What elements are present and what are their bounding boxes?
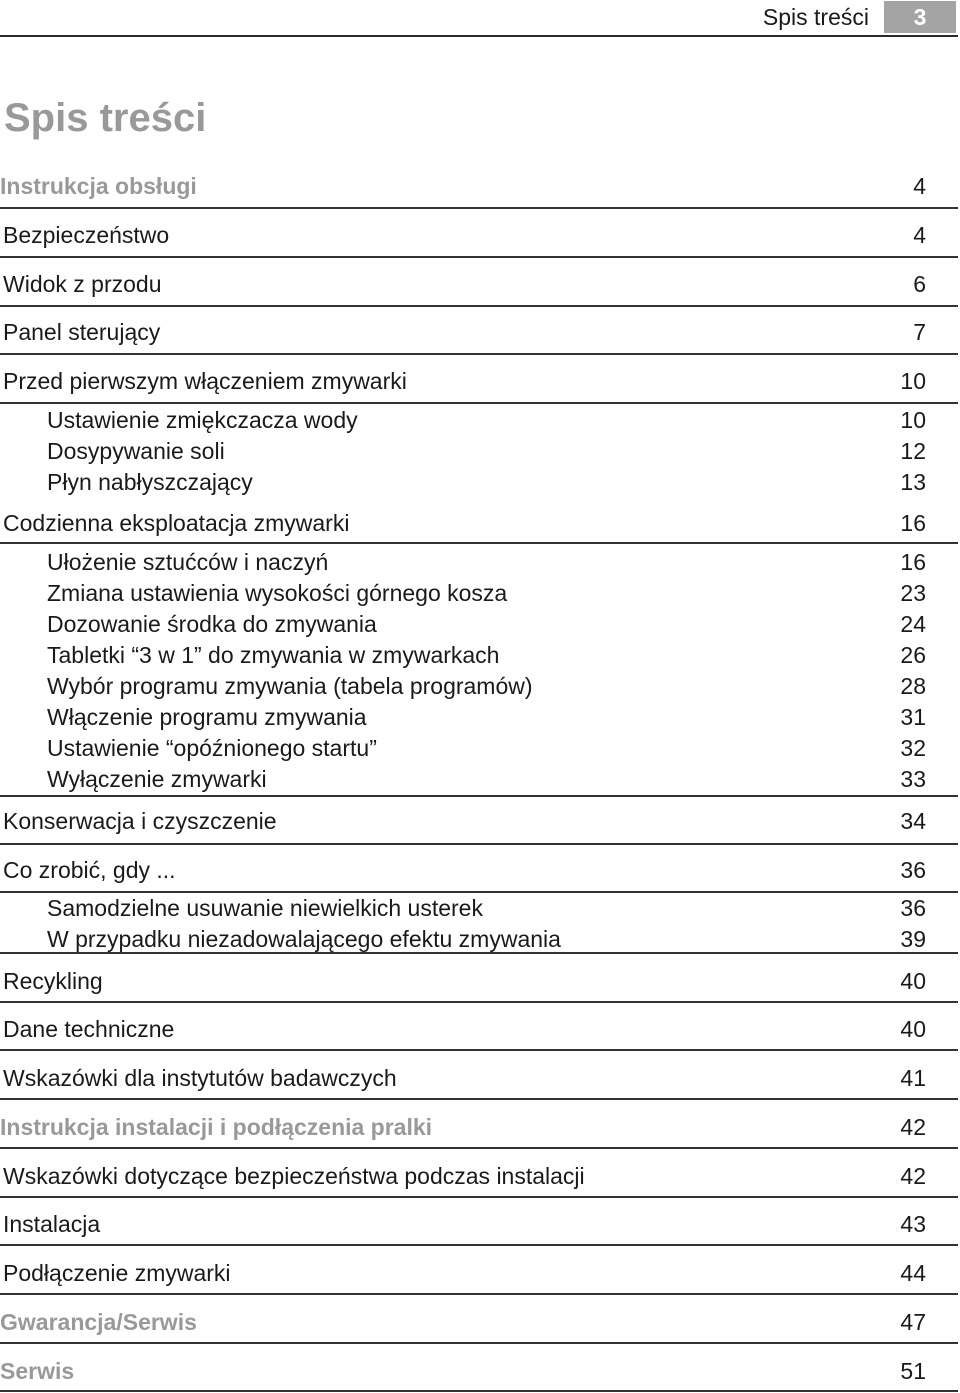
toc-entry-title: Gwarancja/Serwis bbox=[0, 1309, 197, 1335]
toc-entry bbox=[0, 508, 958, 539]
toc-entry-page: 36 bbox=[900, 895, 926, 921]
toc-entry-title: Recykling bbox=[3, 968, 103, 994]
toc-entry-page: 47 bbox=[900, 1309, 926, 1335]
toc-entry-page: 33 bbox=[900, 766, 926, 792]
toc-divider bbox=[0, 402, 958, 404]
toc-subentry bbox=[0, 764, 958, 795]
toc-entry-title: Widok z przodu bbox=[3, 271, 162, 297]
toc-entry bbox=[0, 1014, 958, 1045]
toc-subentry bbox=[0, 640, 958, 671]
toc-divider bbox=[0, 1049, 958, 1051]
toc-divider bbox=[0, 1390, 958, 1392]
toc-entry bbox=[0, 855, 958, 886]
toc-entry-title: Przed pierwszym włączeniem zmywarki bbox=[3, 368, 407, 394]
toc-entry-title: Bezpieczeństwo bbox=[3, 222, 170, 248]
toc-entry-page: 34 bbox=[900, 808, 926, 834]
toc-entry-page: 41 bbox=[900, 1065, 926, 1091]
toc-entry-page: 44 bbox=[900, 1260, 926, 1286]
toc-entry-page: 31 bbox=[900, 704, 926, 730]
toc-entry-page: 6 bbox=[913, 271, 926, 297]
toc-entry bbox=[0, 1063, 958, 1094]
toc-entry-page: 42 bbox=[900, 1114, 926, 1140]
toc-divider bbox=[0, 1001, 958, 1003]
document-title: Spis treści bbox=[4, 96, 207, 140]
toc-entry bbox=[0, 1209, 958, 1240]
toc-subentry bbox=[0, 733, 958, 764]
toc-entry bbox=[0, 317, 958, 348]
toc-entry-title: Ułożenie sztućców i naczyń bbox=[47, 549, 329, 575]
toc-section-heading bbox=[0, 1307, 958, 1338]
toc-subentry bbox=[0, 671, 958, 702]
toc-entry-page: 23 bbox=[900, 580, 926, 606]
toc-entry-title: Codzienna eksploatacja zmywarki bbox=[3, 510, 350, 536]
toc-subentry bbox=[0, 702, 958, 733]
toc-entry-title: Tabletki “3 w 1” do zmywania w zmywarkach bbox=[47, 642, 500, 668]
toc-entry-title: Panel sterujący bbox=[3, 319, 161, 345]
toc-entry-title: Wyłączenie zmywarki bbox=[47, 766, 267, 792]
toc-entry-page: 24 bbox=[900, 611, 926, 637]
toc-entry bbox=[0, 966, 958, 997]
toc-entry-title: Podłączenie zmywarki bbox=[3, 1260, 231, 1286]
toc-entry-title: Dosypywanie soli bbox=[47, 438, 225, 464]
toc-entry-page: 7 bbox=[913, 319, 926, 345]
toc-divider bbox=[0, 256, 958, 258]
toc-entry-page: 26 bbox=[900, 642, 926, 668]
toc-entry-page: 43 bbox=[900, 1211, 926, 1237]
toc-subentry bbox=[0, 893, 958, 924]
toc-entry-title: Ustawienie “opóźnionego startu” bbox=[47, 735, 377, 761]
toc-entry-title: Instrukcja obsługi bbox=[0, 173, 197, 199]
toc-subentry bbox=[0, 924, 958, 955]
page-header bbox=[0, 0, 960, 34]
toc-entry-title: Serwis bbox=[0, 1358, 75, 1384]
toc-subentry bbox=[0, 405, 958, 436]
toc-divider bbox=[0, 305, 958, 307]
toc-entry bbox=[0, 806, 958, 837]
toc-entry-title: Instrukcja instalacji i podłączenia pralki bbox=[0, 1114, 433, 1140]
header-title: Spis treści bbox=[762, 4, 869, 30]
toc-divider bbox=[0, 353, 958, 355]
toc-entry-page: 39 bbox=[900, 926, 926, 952]
toc-entry-title: Konserwacja i czyszczenie bbox=[3, 808, 277, 834]
toc-subentry bbox=[0, 436, 958, 467]
toc-entry-title: W przypadku niezadowalającego efektu zmywania bbox=[47, 926, 561, 952]
toc-entry-title: Wybór programu zmywania (tabela programów) bbox=[47, 673, 533, 699]
toc-subentry bbox=[0, 467, 958, 498]
toc-entry-page: 13 bbox=[900, 469, 926, 495]
toc-entry bbox=[0, 220, 958, 251]
toc-entry-page: 10 bbox=[900, 407, 926, 433]
toc-section-heading bbox=[0, 171, 958, 202]
toc-entry-title: Instalacja bbox=[3, 1211, 101, 1237]
toc-entry-title: Samodzielne usuwanie niewielkich usterek bbox=[47, 895, 483, 921]
toc-entry-page: 40 bbox=[900, 1016, 926, 1042]
toc-entry-title: Ustawienie zmiękczacza wody bbox=[47, 407, 358, 433]
toc-divider bbox=[0, 795, 958, 797]
toc-divider bbox=[0, 207, 958, 209]
toc-entry-title: Zmiana ustawienia wysokości górnego kosza bbox=[47, 580, 508, 606]
toc-entry-page: 28 bbox=[900, 673, 926, 699]
toc-entry-page: 36 bbox=[900, 857, 926, 883]
toc-divider bbox=[0, 1196, 958, 1198]
toc-divider bbox=[0, 1244, 958, 1246]
toc-entry-page: 12 bbox=[900, 438, 926, 464]
toc-entry-title: Co zrobić, gdy ... bbox=[3, 857, 176, 883]
toc-subentry bbox=[0, 609, 958, 640]
toc-entry-page: 32 bbox=[900, 735, 926, 761]
toc-divider bbox=[0, 1342, 958, 1344]
toc-subentry bbox=[0, 547, 958, 578]
toc-divider bbox=[0, 1147, 958, 1149]
toc-entry-page: 16 bbox=[900, 549, 926, 575]
toc-subentry bbox=[0, 578, 958, 609]
toc-entry-title: Płyn nabłyszczający bbox=[47, 469, 253, 495]
toc-entry-page: 42 bbox=[900, 1163, 926, 1189]
toc-divider bbox=[0, 843, 958, 845]
toc-entry-page: 10 bbox=[900, 368, 926, 394]
toc-entry-page: 40 bbox=[900, 968, 926, 994]
toc-entry-page: 4 bbox=[913, 173, 926, 199]
toc-divider bbox=[0, 542, 958, 544]
toc-entry bbox=[0, 1161, 958, 1192]
toc-divider bbox=[0, 1293, 958, 1295]
toc-entry bbox=[0, 366, 958, 397]
header-page-number: 3 bbox=[884, 1, 956, 33]
header-divider bbox=[0, 35, 958, 37]
toc-entry-page: 51 bbox=[900, 1358, 926, 1384]
toc-entry-title: Wskazówki dotyczące bezpieczeństwa podczas instalacji bbox=[3, 1163, 585, 1189]
toc-entry-title: Włączenie programu zmywania bbox=[47, 704, 367, 730]
toc-section-heading bbox=[0, 1112, 958, 1143]
toc-section-heading bbox=[0, 1356, 958, 1387]
toc-entry-title: Dane techniczne bbox=[3, 1016, 175, 1042]
toc-entry-title: Wskazówki dla instytutów badawczych bbox=[3, 1065, 397, 1091]
toc-entry-page: 4 bbox=[913, 222, 926, 248]
toc-entry-title: Dozowanie środka do zmywania bbox=[47, 611, 377, 637]
toc-divider bbox=[0, 1098, 958, 1100]
toc-divider bbox=[0, 952, 958, 954]
toc-entry bbox=[0, 1258, 958, 1289]
toc-entry-page: 16 bbox=[900, 510, 926, 536]
toc-entry bbox=[0, 269, 958, 300]
